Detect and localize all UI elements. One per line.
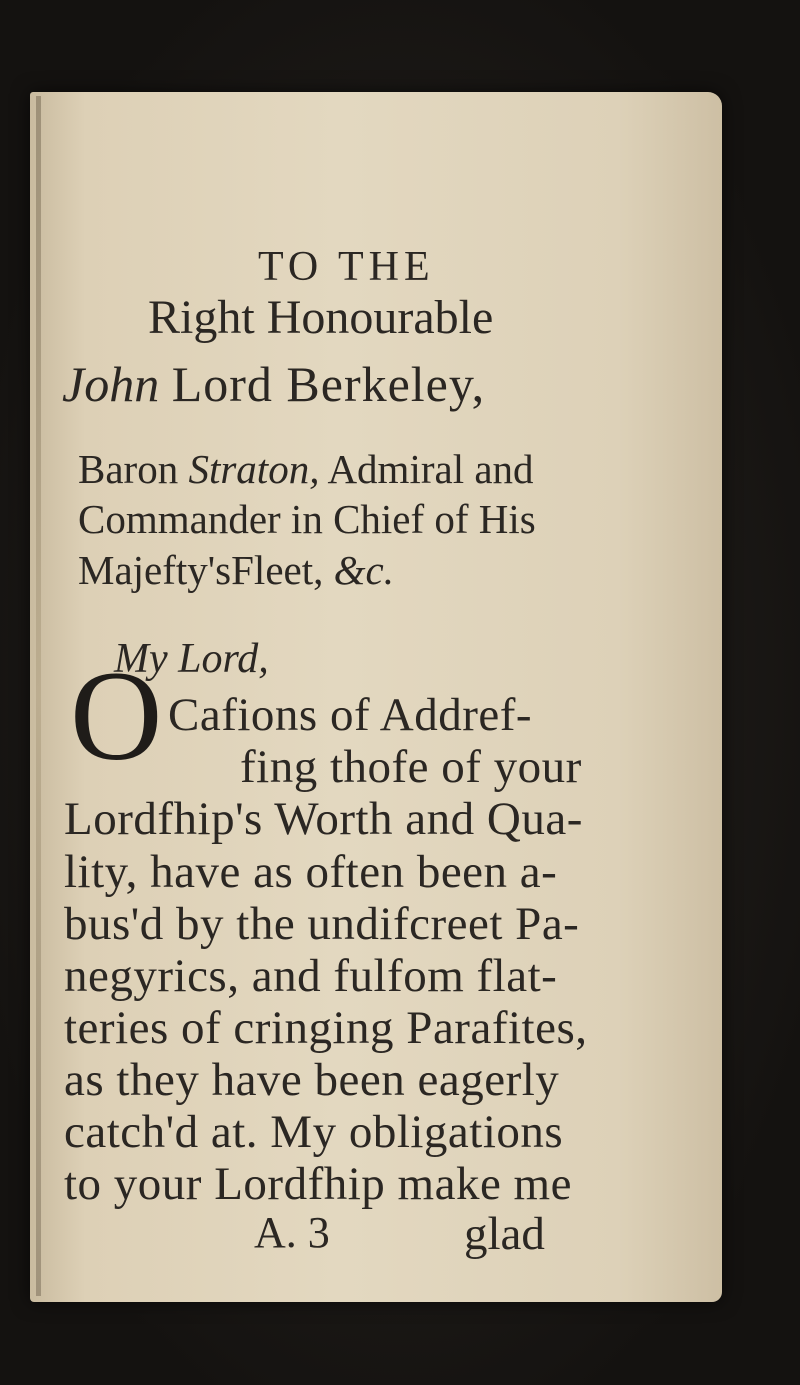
body-line: teries of cringing Parafites, (64, 1002, 588, 1054)
body-line: catch'd at. My obligations (64, 1106, 564, 1158)
body-line: Cafions of Addref- (168, 689, 533, 741)
signature-mark: A. 3 (254, 1208, 330, 1257)
title-line-2: Commander in Chief of His (78, 496, 536, 542)
title-admiral: Admiral and (327, 446, 534, 492)
dedicatee-first-name: John (62, 356, 160, 412)
body-line: to your Lordfhip make me (64, 1158, 572, 1210)
drop-cap-letter: O (70, 645, 163, 787)
dedicatee-name (62, 355, 485, 413)
body-line: lity, have as often been a- (64, 846, 558, 898)
body-line: bus'd by the undifcreet Pa- (64, 898, 580, 950)
title-fleet: Majefty'sFleet, (78, 547, 324, 593)
title-line-3 (78, 546, 394, 594)
heading-to-the: TO THE (258, 244, 435, 290)
title-line-1 (78, 445, 534, 493)
body-line: negyrics, and fulfom flat- (64, 950, 558, 1002)
title-etc: &c. (333, 547, 394, 593)
drop-cap (70, 645, 165, 787)
body-line: fing thofe of your (240, 741, 582, 793)
dedicatee-title: Lord Berkeley, (171, 356, 486, 412)
catchword: glad (464, 1208, 545, 1260)
title-straton: Straton, (188, 446, 320, 492)
title-baron: Baron (78, 446, 179, 492)
page-gutter-edge (36, 96, 41, 1296)
body-line: Lordfhip's Worth and Qua- (64, 793, 583, 845)
salutation: My Lord, (114, 636, 269, 682)
body-line: as they have been eagerly (64, 1054, 560, 1106)
heading-right-honourable: Right Honourable (148, 291, 494, 344)
